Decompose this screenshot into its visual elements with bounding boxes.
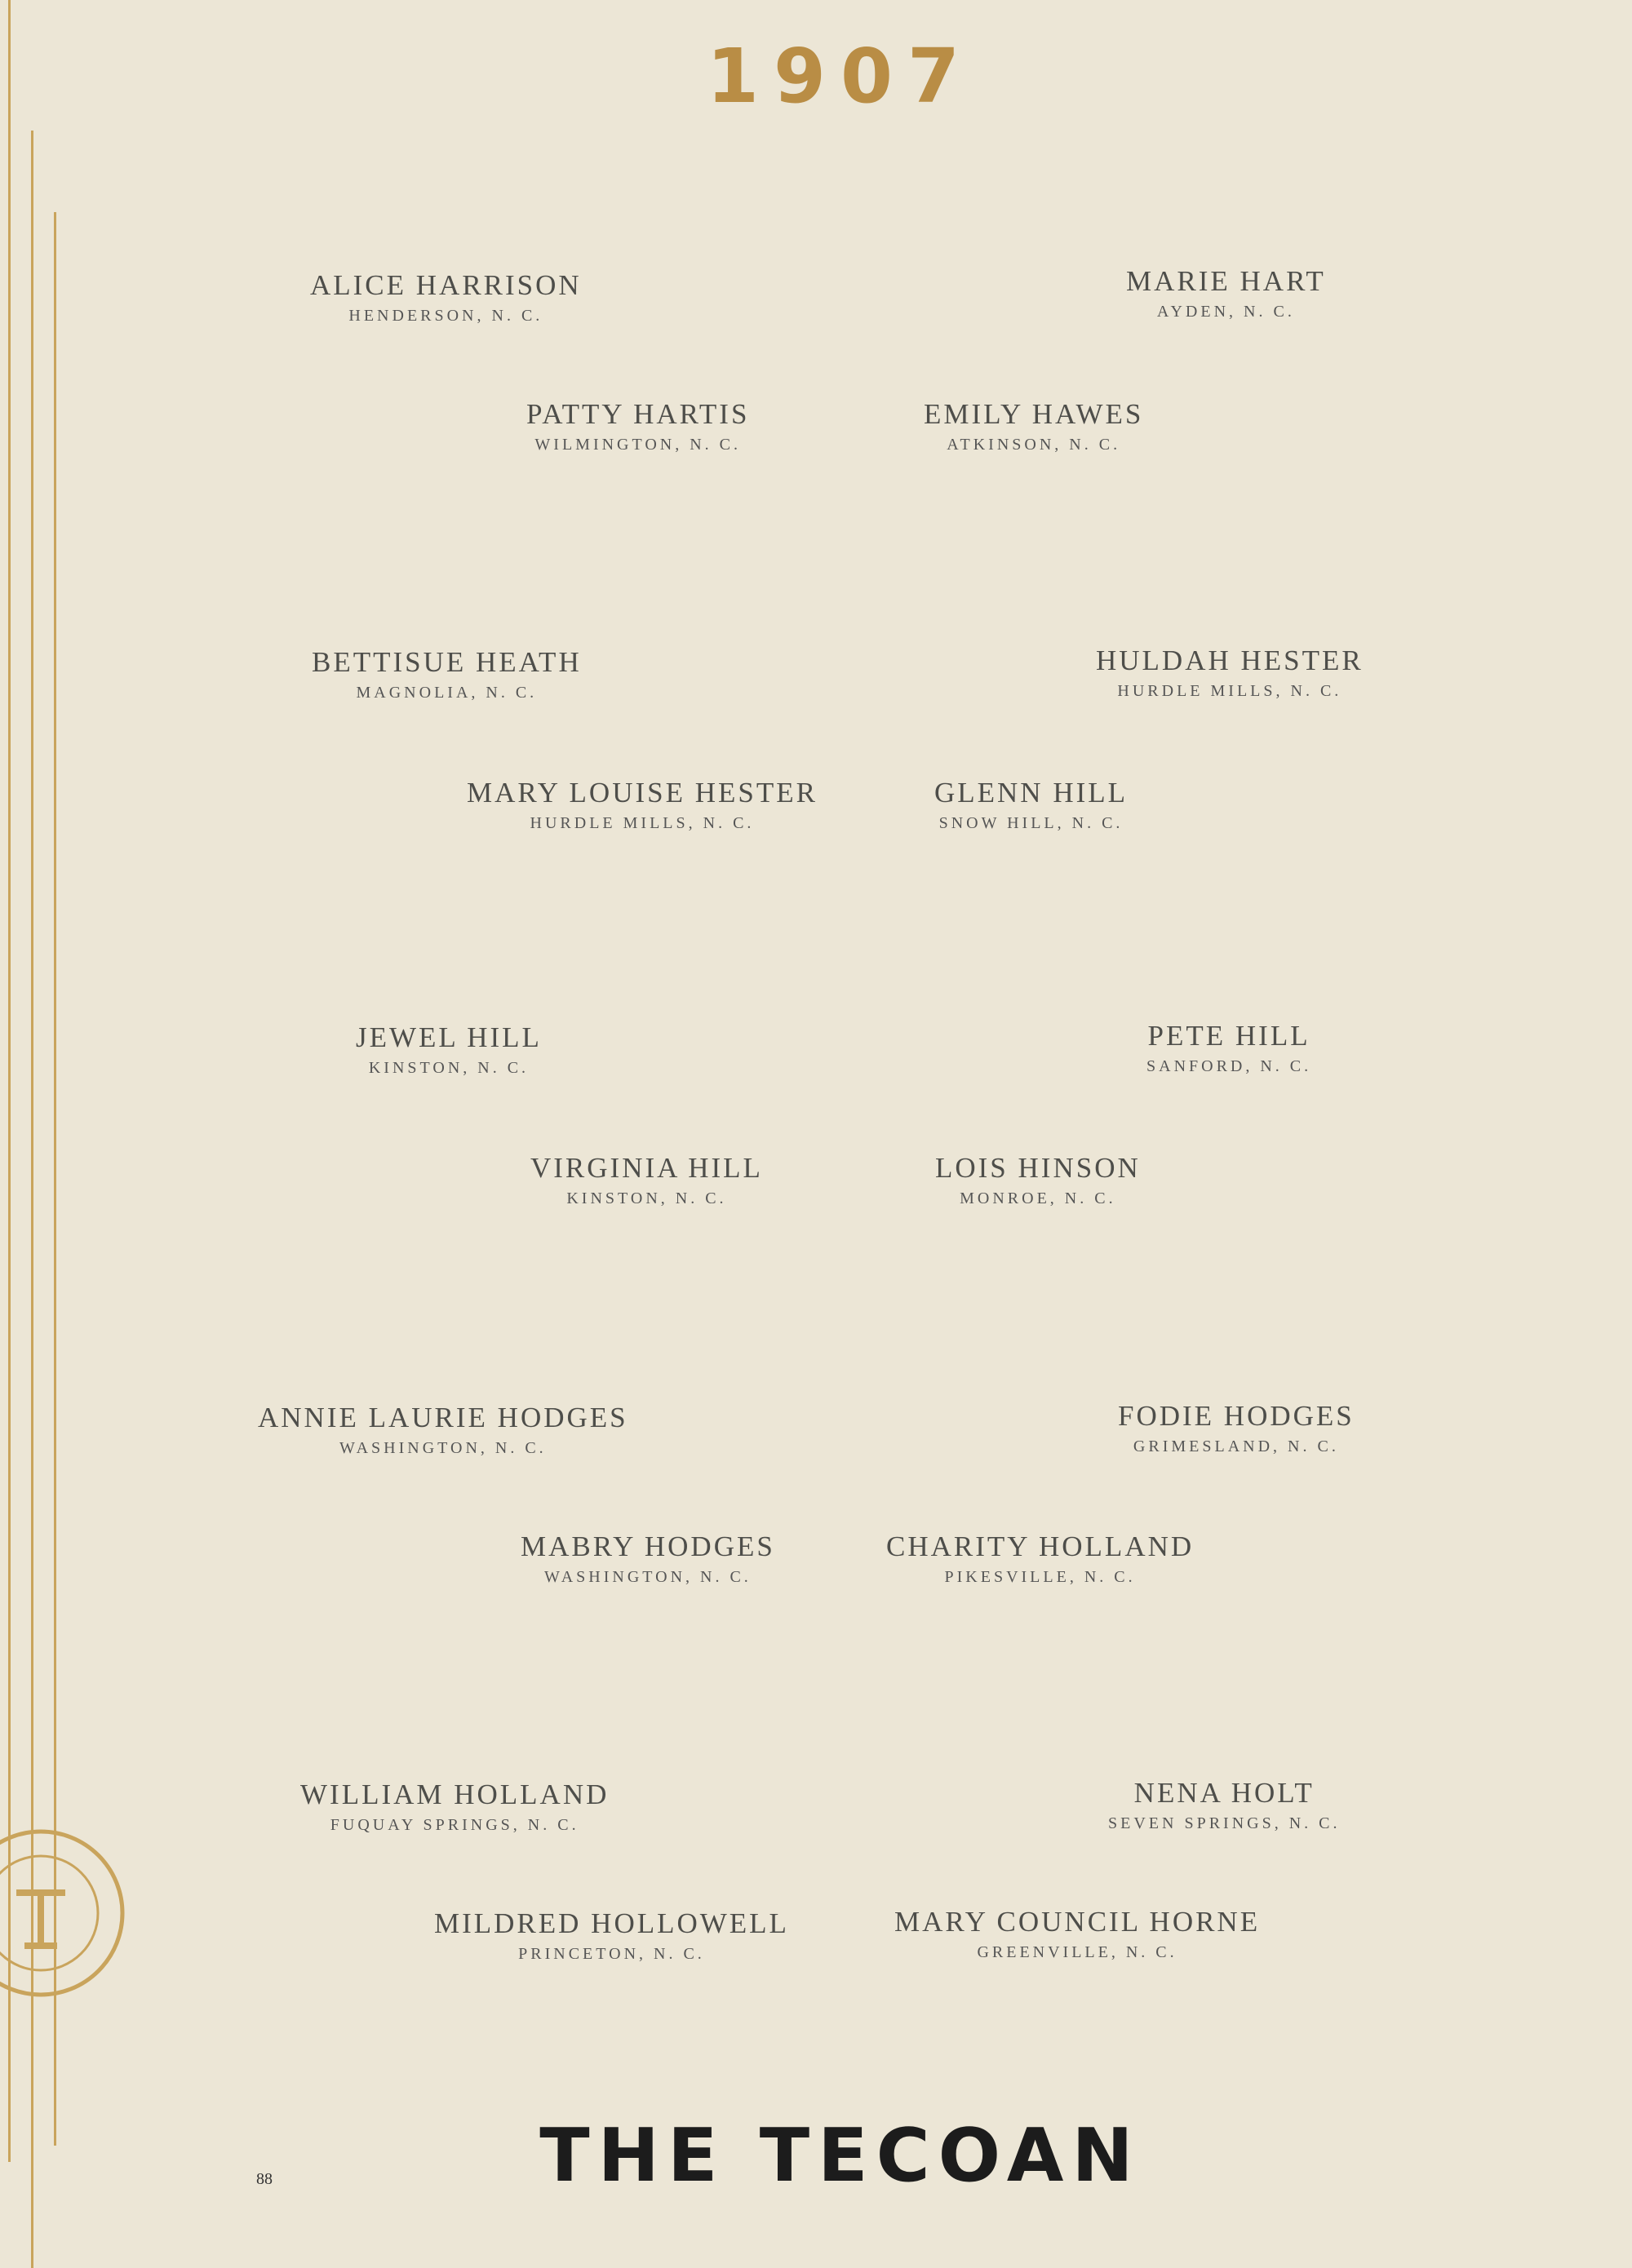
student-name: LOIS HINSON xyxy=(935,1152,1141,1184)
student-name: MILDRED HOLLOWELL xyxy=(434,1907,789,1939)
student-hometown: MAGNOLIA, N. C. xyxy=(356,684,538,702)
student-name: HULDAH HESTER xyxy=(1096,645,1364,676)
student-name: EMILY HAWES xyxy=(924,398,1144,430)
list-item xyxy=(1126,265,1326,326)
list-item xyxy=(526,398,749,458)
student-name: WILLIAM HOLLAND xyxy=(300,1779,610,1810)
page-year: 1907 xyxy=(706,33,975,120)
student-name: ANNIE LAURIE HODGES xyxy=(258,1402,628,1433)
student-name: MABRY HODGES xyxy=(521,1530,775,1562)
student-name: CHARITY HOLLAND xyxy=(886,1530,1195,1562)
student-hometown: WASHINGTON, N. C. xyxy=(544,1568,752,1586)
student-name: VIRGINIA HILL xyxy=(530,1152,763,1184)
list-item xyxy=(434,1907,789,1968)
list-item xyxy=(467,777,818,837)
list-item xyxy=(356,1021,542,1082)
list-item xyxy=(258,1402,628,1462)
student-name: GLENN HILL xyxy=(934,777,1129,808)
student-hometown: SEVEN SPRINGS, N. C. xyxy=(1108,1814,1341,1832)
student-hometown: GRIMESLAND, N. C. xyxy=(1133,1437,1339,1455)
list-item xyxy=(1146,1020,1311,1080)
student-hometown: PIKESVILLE, N. C. xyxy=(944,1568,1136,1586)
student-hometown: PRINCETON, N. C. xyxy=(518,1945,705,1963)
student-hometown: SNOW HILL, N. C. xyxy=(938,814,1124,832)
student-hometown: WASHINGTON, N. C. xyxy=(339,1439,547,1457)
list-item xyxy=(934,777,1128,837)
student-hometown: FUQUAY SPRINGS, N. C. xyxy=(330,1816,579,1834)
student-name: PETE HILL xyxy=(1147,1020,1310,1052)
student-hometown: AYDEN, N. C. xyxy=(1156,303,1295,321)
list-item xyxy=(300,1779,609,1839)
list-item xyxy=(1096,645,1364,705)
list-item xyxy=(310,269,582,330)
list-item xyxy=(1108,1777,1340,1837)
list-item xyxy=(521,1530,775,1591)
student-name: ALICE HARRISON xyxy=(310,269,582,301)
student-hometown: HENDERSON, N. C. xyxy=(348,307,543,325)
student-name: BETTISUE HEATH xyxy=(312,646,582,678)
student-name: PATTY HARTIS xyxy=(526,398,750,430)
student-name: MARY LOUISE HESTER xyxy=(467,777,818,808)
list-item xyxy=(312,646,582,707)
list-item xyxy=(530,1152,763,1212)
student-name: NENA HOLT xyxy=(1133,1777,1315,1809)
student-hometown: MONROE, N. C. xyxy=(960,1189,1116,1207)
student-hometown: SANFORD, N. C. xyxy=(1146,1057,1312,1075)
list-item xyxy=(886,1530,1194,1591)
student-hometown: GREENVILLE, N. C. xyxy=(977,1943,1177,1961)
student-name: FODIE HODGES xyxy=(1118,1400,1355,1432)
student-hometown: KINSTON, N. C. xyxy=(566,1189,727,1207)
student-hometown: ATKINSON, N. C. xyxy=(947,436,1121,454)
student-name: MARY COUNCIL HORNE xyxy=(894,1906,1261,1938)
publication-title: THE TECOAN xyxy=(539,2113,1142,2199)
college-seal-icon xyxy=(0,1823,131,2003)
student-hometown: WILMINGTON, N. C. xyxy=(534,436,742,454)
student-name: MARIE HART xyxy=(1126,265,1326,297)
page-number: 88 xyxy=(256,2170,273,2188)
list-item xyxy=(1118,1400,1355,1460)
student-hometown: KINSTON, N. C. xyxy=(368,1059,530,1077)
list-item xyxy=(935,1152,1141,1212)
student-name: JEWEL HILL xyxy=(356,1021,542,1053)
list-item xyxy=(894,1906,1260,1966)
student-hometown: HURDLE MILLS, N. C. xyxy=(1117,682,1342,700)
list-item xyxy=(924,398,1143,458)
student-hometown: HURDLE MILLS, N. C. xyxy=(530,814,755,832)
